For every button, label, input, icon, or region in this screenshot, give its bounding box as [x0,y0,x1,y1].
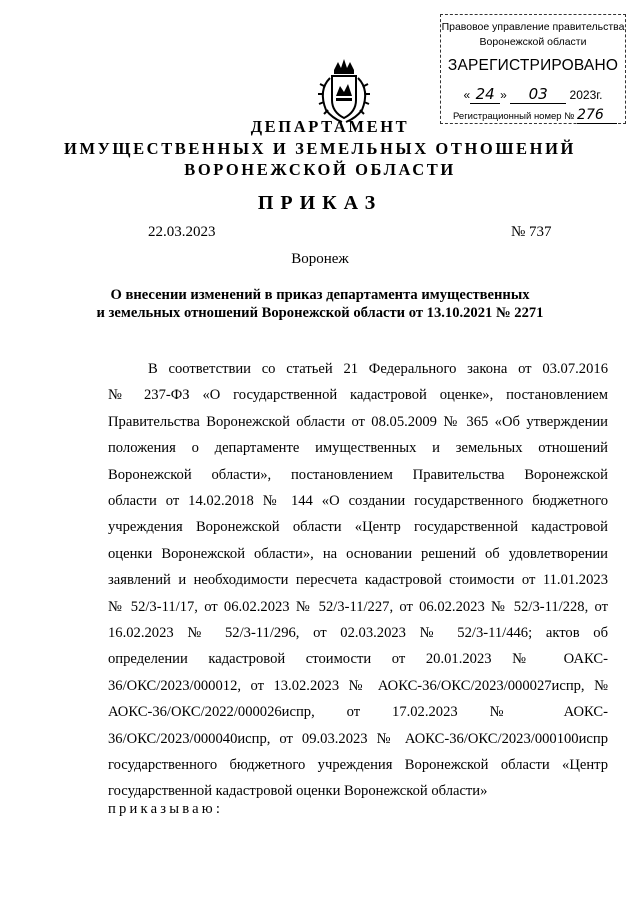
body-line: Воронежской области», постановлением Правительства Воронежской [108,466,608,483]
stamp-date-month: 03 [510,85,566,104]
registration-stamp [440,14,626,124]
body-line: № 237-ФЗ «О государственной кадастровой оценке», постановлением [108,387,608,404]
body-line: № 52/3-11/17, от 06.02.2023 № 52/3-11/227, от 06.02.2023 № 52/3-11/228, от [108,598,608,615]
stamp-reg-label: Регистрационный номер № [453,111,575,122]
body-line: заявлений и необходимости пересчета кадастровой стоимости от 11.01.2023 [108,572,608,589]
body-line: оценки Воронежской области», на основании решений об удовлетворении [108,545,608,562]
department-line2: ИМУЩЕСТВЕННЫХ И ЗЕМЕЛЬНЫХ ОТНОШЕНИЙ [64,139,576,158]
stamp-org-line1: Правовое управление правительства [441,21,625,33]
coat-of-arms-icon [312,56,376,126]
body-line: 16.02.2023 № 52/3-11/296, от 02.03.2023 № 52/3-11/446; актов об [108,625,608,641]
department-line3: ВОРОНЕЖСКОЙ ОБЛАСТИ [184,160,456,179]
stamp-registered: ЗАРЕГИСТРИРОВАНО [447,57,619,74]
subject-line1: О внесении изменений в приказ департамента имущественных [110,287,530,303]
body-line: АОКС-36/ОКС/2022/000026испр, от 17.02.2023 № АОКС- [108,704,608,721]
stamp-reg-value: 276 [577,107,617,124]
body-line: государственного бюджетного учреждения Воронежской области «Центр [108,757,608,773]
stamp-date [441,85,625,104]
body-line: государственной кадастровой оценки Воронежской области» [108,783,488,800]
body-line: учреждения Воронежской области «Центр государственной кадастровой [108,519,608,536]
order-word: приказываю: [108,801,224,817]
stamp-date-close-quote: » [500,88,507,102]
subject-line2: и земельных отношений Воронежской области от 13.10.2021 № 2271 [96,305,544,321]
stamp-date-open-quote: « [463,88,471,102]
document-number: № 737 [511,224,552,240]
stamp-org-line2: Воронежской области [479,36,587,48]
body-line: определении кадастровой стоимости от 20.01.2023 № ОАКС- [108,651,608,668]
body-line: 36/ОКС/2023/000012, от 13.02.2023 № АОКС-36/ОКС/2023/000027испр, № [108,677,608,694]
body-line: Правительства Воронежской области от 08.05.2009 № 365 «Об утверждении [108,413,608,430]
body-line: области от 14.02.2018 № 144 «О создании государственного бюджетного [108,493,608,509]
stamp-date-day: 24 [470,85,500,104]
stamp-date-year: 2023г. [569,88,603,102]
body-line: положения о департаменте имущественных и земельных отношений [108,440,608,457]
document-city: Воронеж [291,251,349,267]
document-date: 22.03.2023 [148,224,216,240]
body-line: В соответствии со статьей 21 Федерального закона от 03.07.2016 [148,361,608,377]
department-line1: ДЕПАРТАМЕНТ [250,117,410,136]
document-type: ПРИКАЗ [257,192,383,214]
body-line: 36/ОКС/2023/000040испр, от 09.03.2023 № АОКС-36/ОКС/2023/000100испр [108,730,608,747]
